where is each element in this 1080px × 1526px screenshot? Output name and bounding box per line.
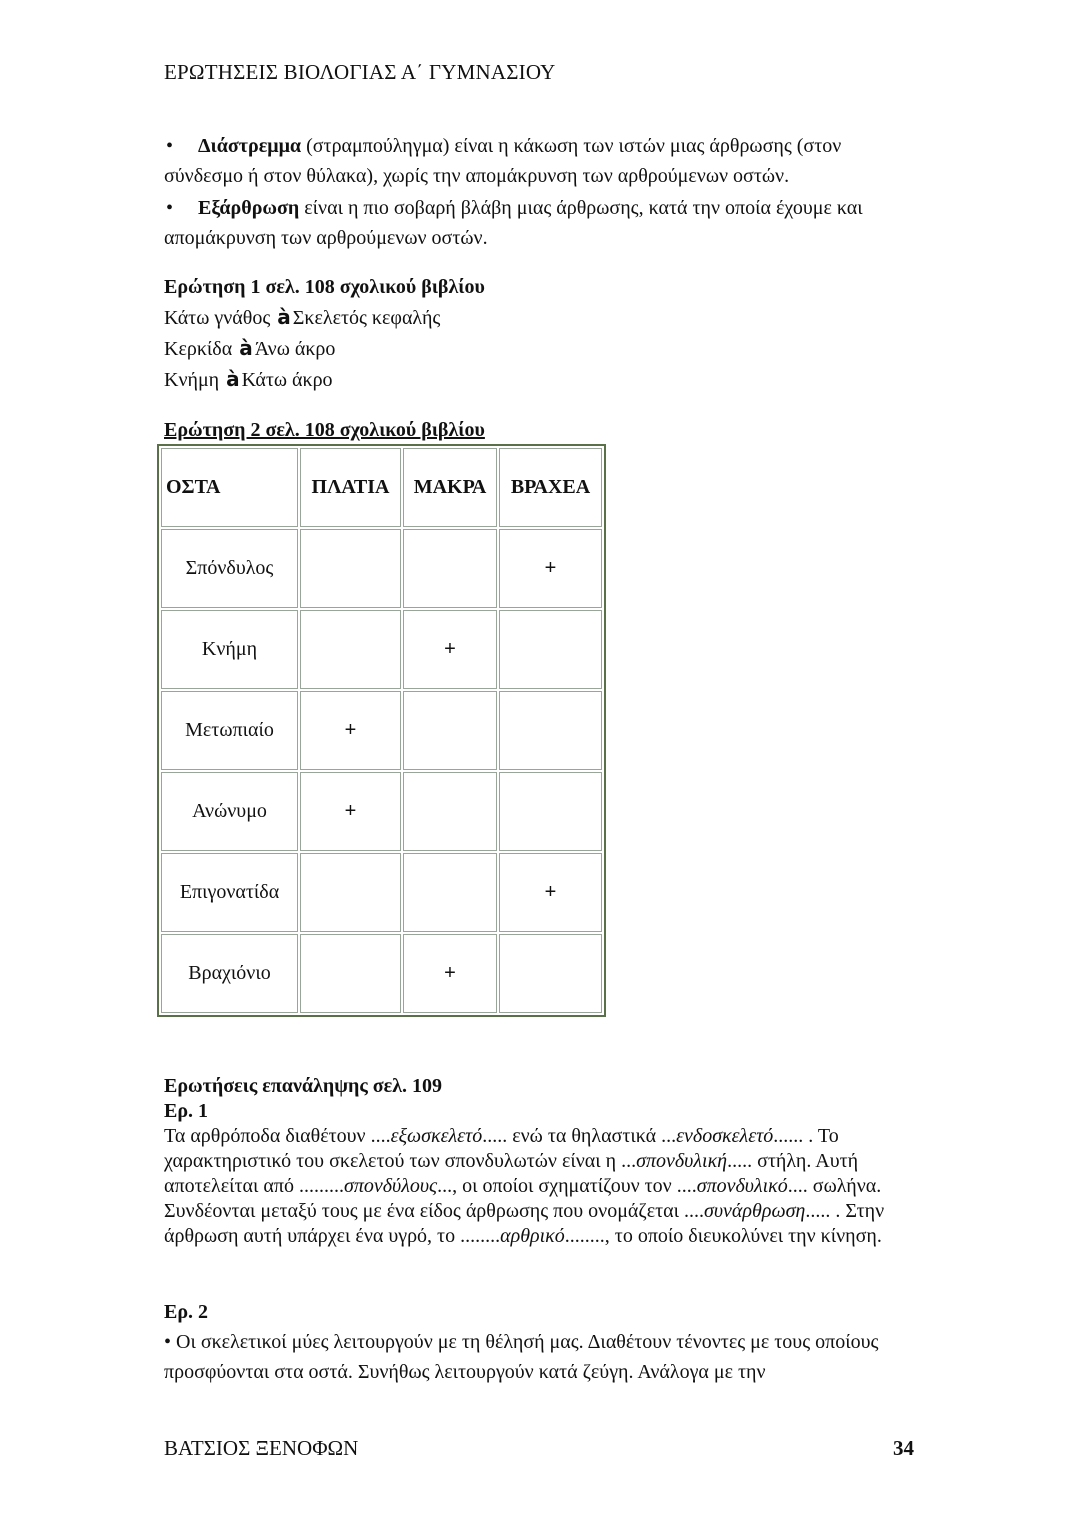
question2-title: Ερώτηση 2 σελ. 108 σχολικού βιβλίου xyxy=(164,419,485,441)
text-segment: ..., οι οποίοι σχηματίζουν τον .... xyxy=(437,1175,697,1197)
cell-long: + xyxy=(403,610,497,689)
cell-long xyxy=(403,691,497,770)
answer-word: σπονδύλους xyxy=(343,1175,438,1197)
question1-row-region: Κάτω άκρο xyxy=(241,369,333,391)
question1-row-bone: Κερκίδα xyxy=(164,338,233,360)
question1-row-region: Άνω άκρο xyxy=(254,338,336,360)
q2-label: Ερ. 2 xyxy=(164,1301,209,1323)
answer-word: σπονδυλική xyxy=(636,1150,728,1172)
cell-flat xyxy=(300,934,401,1013)
question1-block xyxy=(164,272,924,395)
text-segment: Τα αρθρόποδα διαθέτουν .... xyxy=(164,1125,391,1147)
cell-short xyxy=(499,610,602,689)
q2-block xyxy=(164,1297,924,1387)
question1-title: Ερώτηση 1 σελ. 108 σχολικού βιβλίου xyxy=(164,276,485,298)
cell-long: + xyxy=(403,934,497,1013)
term-dislocation: Εξάρθρωση xyxy=(198,197,300,219)
text-segment: ..... στήλη. Αυτή αποτελείται από ......... xyxy=(164,1150,859,1197)
cell-long xyxy=(403,772,497,851)
bone-name: Επιγονατίδα xyxy=(161,853,298,932)
table-row xyxy=(161,853,602,932)
footer-author: ΒΑΤΣΙΟΣ ΞΕΝΟΦΩΝ xyxy=(164,1436,359,1460)
bone-name: Βραχιόνιο xyxy=(161,934,298,1013)
cell-flat xyxy=(300,529,401,608)
page-header-title: ΕΡΩΤΗΣΕΙΣ ΒΙΟΛΟΓΙΑΣ Α΄ ΓΥΜΝΑΣΙΟΥ xyxy=(164,60,556,84)
header-long: ΜΑΚΡΑ xyxy=(403,448,497,527)
bullet-glyph: • xyxy=(166,197,174,219)
cell-long xyxy=(403,529,497,608)
header-bones: ΟΣΤΑ xyxy=(161,448,298,527)
table-row xyxy=(161,934,602,1013)
cell-flat xyxy=(300,853,401,932)
answer-word: συνάρθρωση xyxy=(704,1200,806,1222)
cell-short xyxy=(499,934,602,1013)
question1-row xyxy=(164,302,924,333)
bone-name: Σπόνδυλος xyxy=(161,529,298,608)
arrow-icon: à xyxy=(239,336,253,360)
arrow-icon: à xyxy=(226,367,240,391)
bone-name: Ανώνυμο xyxy=(161,772,298,851)
text-segment: ...... . Το χαρακτηριστικό του σκελετού των σπονδυλωτών είναι η ... xyxy=(164,1125,839,1172)
cell-short: + xyxy=(499,853,602,932)
text-segment: ..... ενώ τα θηλαστικά ... xyxy=(482,1125,677,1147)
bones-table xyxy=(157,444,606,1017)
table-row xyxy=(161,610,602,689)
answer-word: αρθρικό xyxy=(500,1225,565,1247)
question1-row-bone: Κνήμη xyxy=(164,369,220,391)
question1-row-region: Σκελετός κεφαλής xyxy=(292,307,441,329)
repeat-title: Ερωτήσεις επανάληψης σελ. 109 xyxy=(164,1075,443,1097)
cell-short xyxy=(499,772,602,851)
cell-short xyxy=(499,691,602,770)
answer-word: σπονδυλικό xyxy=(696,1175,788,1197)
q1-label: Ερ. 1 xyxy=(164,1100,209,1122)
table-row xyxy=(161,529,602,608)
bullet-dislocation xyxy=(164,193,924,253)
term-sprain: Διάστρεμμα xyxy=(198,135,302,157)
arrow-icon: à xyxy=(277,305,291,329)
q1-answer-text xyxy=(164,1124,924,1249)
bullet-sprain xyxy=(164,131,924,191)
text-segment: ........, το οποίο διευκολύνει την κίνηση. xyxy=(564,1225,882,1247)
bone-name: Κνήμη xyxy=(161,610,298,689)
q2-answer-text: • Οι σκελετικοί μύες λειτουργούν με τη θέλησή μας. Διαθέτουν τένοντες με τους οποίους προσφύονται στα οστά. Συνήθως λειτουργούν κατά ζεύγη. Ανάλογα με την xyxy=(164,1331,879,1383)
header-short: ΒΡΑΧΕΑ xyxy=(499,448,602,527)
question1-row xyxy=(164,364,924,395)
footer-page-number: 34 xyxy=(893,1436,914,1460)
answer-word: εξωσκελετό xyxy=(390,1125,483,1147)
bullet-glyph: • xyxy=(166,135,174,157)
cell-long xyxy=(403,853,497,932)
table-row xyxy=(161,691,602,770)
cell-flat: + xyxy=(300,691,401,770)
bone-name: Μετωπιαίο xyxy=(161,691,298,770)
definition-sprain: (στραμπούληγμα) είναι η κάκωση των ιστών μιας άρθρωσης (στον σύνδεσμο ή στον θύλακα), χωρίς την απομάκρυνση των αρθρούμενων οστών. xyxy=(164,135,842,187)
cell-flat xyxy=(300,610,401,689)
question1-row-bone: Κάτω γνάθος xyxy=(164,307,271,329)
table-row xyxy=(161,772,602,851)
text-segment: ..... . Στην άρθρωση αυτή υπάρχει ένα υγρό, το ........ xyxy=(164,1200,885,1247)
text-segment: .... σωλήνα. Συνδέονται μεταξύ τους με ένα είδος άρθρωσης που ονομάζεται .... xyxy=(164,1175,882,1222)
table-header-row xyxy=(161,448,602,527)
answer-word: ενδοσκελετό xyxy=(676,1125,774,1147)
repeat-questions-block xyxy=(164,1074,924,1249)
definition-dislocation: είναι η πιο σοβαρή βλάβη μιας άρθρωσης, κατά την οποία έχουμε και απομάκρυνση των αρθρούμενων οστών. xyxy=(164,197,863,249)
question1-row xyxy=(164,333,924,364)
cell-short: + xyxy=(499,529,602,608)
cell-flat: + xyxy=(300,772,401,851)
header-flat: ΠΛΑΤΙΑ xyxy=(300,448,401,527)
